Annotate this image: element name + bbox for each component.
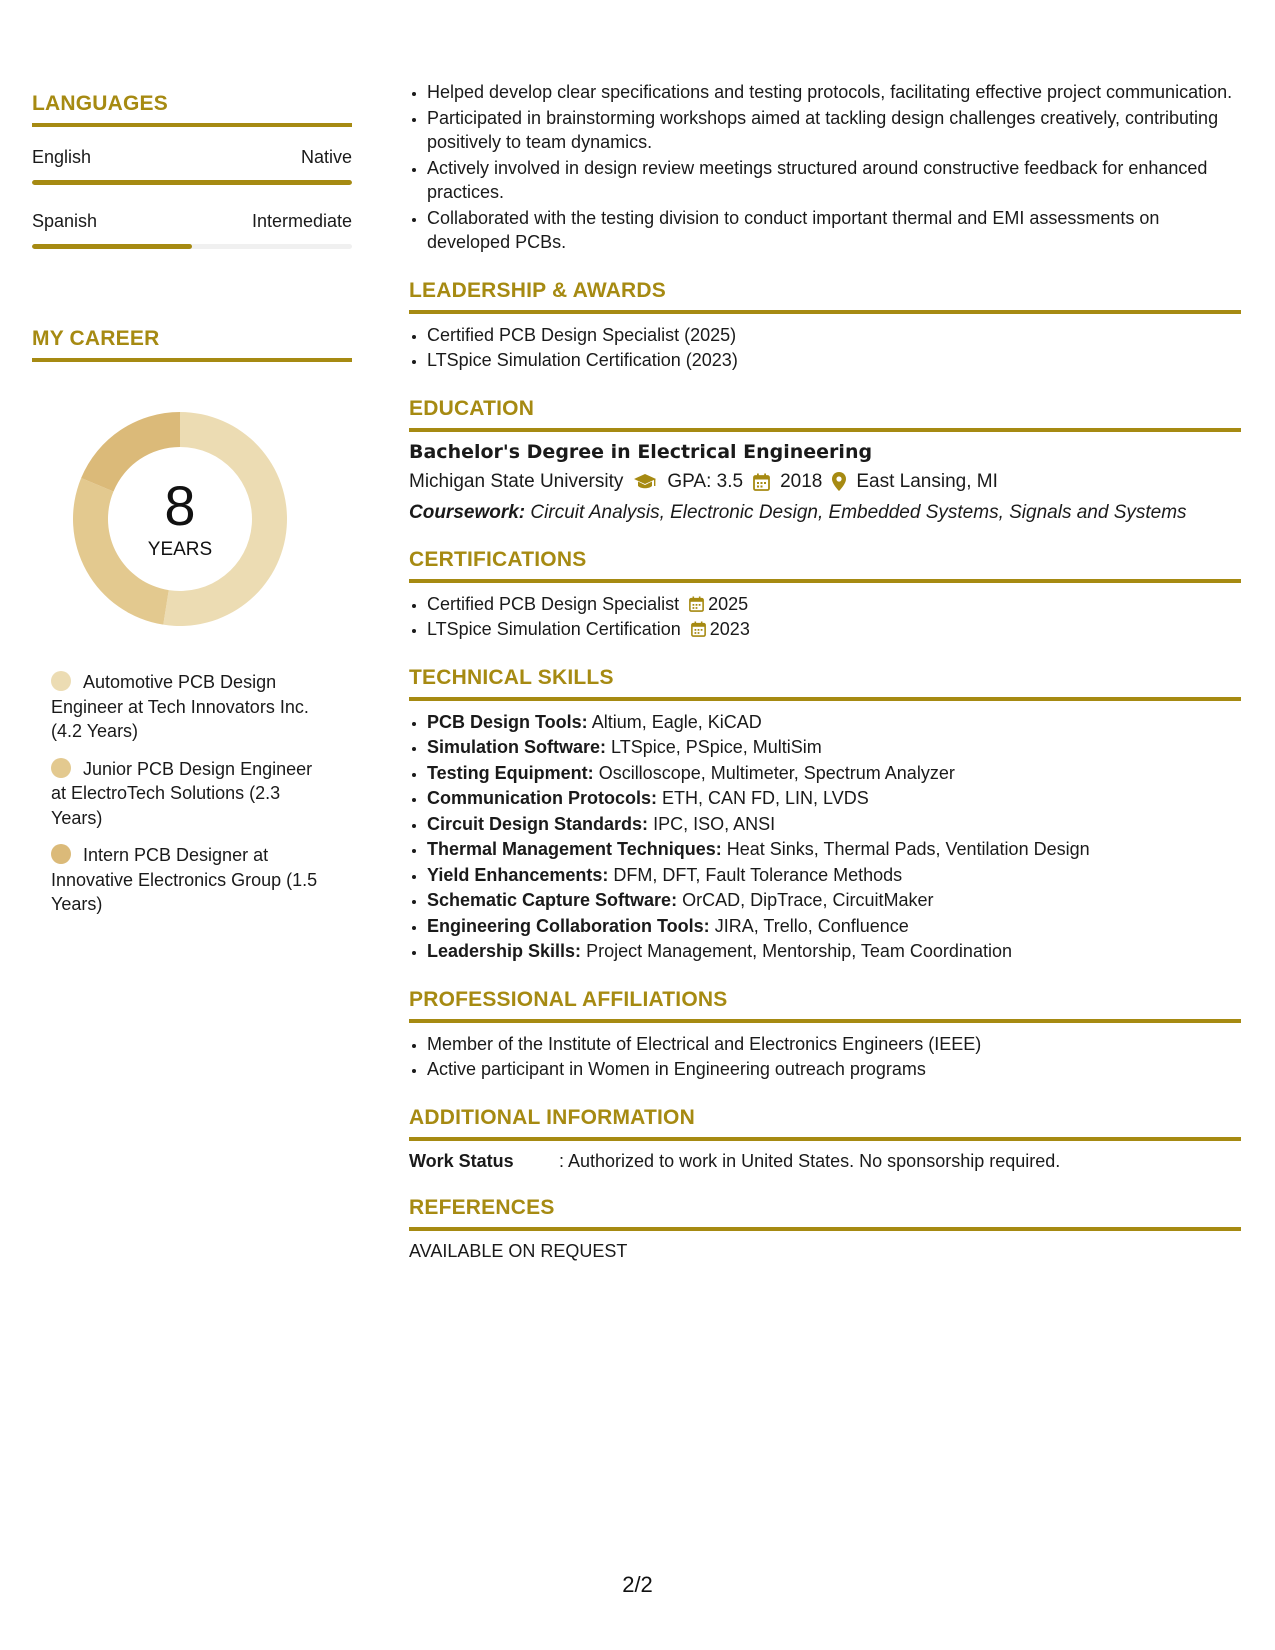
list-item: • Member of the Institute of Electrical and Electronics Engineers (IEEE) (427, 1032, 1241, 1057)
skills-section (409, 666, 1241, 964)
calendar-icon (689, 596, 704, 612)
section-divider (409, 1227, 1241, 1231)
legend-label: Intern PCB Designer at Innovative Electronics Group (1.5 Years) (51, 845, 318, 914)
language-proficiency-bar (32, 244, 352, 249)
skill-value: OrCAD, DipTrace, CircuitMaker (682, 890, 934, 910)
references-text: AVAILABLE ON REQUEST (409, 1240, 628, 1261)
education-details (409, 471, 1241, 493)
language-proficiency-bar (32, 180, 352, 185)
work-status-row (409, 1151, 1241, 1172)
coursework (409, 502, 1241, 524)
gpa: GPA: 3.5 (667, 470, 744, 492)
certification-name: • Certified PCB Design Specialist (427, 593, 680, 614)
section-title-affiliations: PROFESSIONAL AFFILIATIONS (409, 987, 728, 1011)
language-proficiency-fill (32, 244, 192, 249)
skill-label: Thermal Management Techniques: (427, 839, 722, 859)
awards-list (409, 323, 1241, 373)
language-name: Spanish (32, 211, 98, 231)
calendar-icon (753, 473, 770, 491)
list-item (427, 735, 1241, 760)
career-donut-chart (67, 406, 293, 632)
legend-label: Junior PCB Design Engineer at ElectroTech Solutions (2.3 Years) (51, 758, 313, 828)
list-item (427, 863, 1241, 888)
skill-value: ETH, CAN FD, LIN, LVDS (662, 788, 869, 808)
language-proficiency-fill (32, 180, 352, 185)
language-name: English (32, 147, 92, 167)
skill-label: Testing Equipment: (427, 762, 594, 783)
legend-label: Automotive PCB Design Engineer at Tech Innovators Inc. (4.2 Years) (51, 672, 309, 741)
list-item: • Collaborated with the testing division to conduct important thermal and EMI assessments on developed PCBs. (427, 206, 1241, 255)
section-divider (409, 697, 1241, 701)
page-number: 2/2 (622, 1572, 653, 1597)
skill-label: Engineering Collaboration Tools: (427, 915, 710, 936)
section-divider (409, 310, 1241, 314)
list-item (427, 710, 1241, 735)
language-item (32, 147, 352, 185)
school-name: Michigan State University (409, 470, 624, 492)
certification-name: • LTSpice Simulation Certification (427, 619, 681, 639)
skill-label: Yield Enhancements: (427, 864, 609, 885)
skill-value: JIRA, Trello, Confluence (714, 915, 909, 936)
section-divider (32, 358, 352, 362)
skill-value: Oscilloscope, Multimeter, Spectrum Analyzer (598, 762, 955, 783)
languages-section (32, 92, 352, 249)
legend-item (51, 670, 322, 744)
section-title-skills: TECHNICAL SKILLS (409, 665, 614, 689)
awards-section (409, 279, 1241, 373)
coursework-list: Circuit Analysis, Electronic Design, Embedded Systems, Signals and Systems (530, 501, 1187, 523)
legend-swatch (51, 758, 71, 778)
list-item (427, 761, 1241, 786)
section-title-education: EDUCATION (409, 396, 535, 420)
total-years-value: 8 (164, 474, 196, 537)
legend-swatch (51, 844, 71, 864)
list-item: • Active participant in Women in Engineering outreach programs (427, 1057, 1241, 1082)
additional-info-section (409, 1106, 1241, 1172)
section-title-career: MY CAREER (32, 327, 160, 350)
graduation-cap-icon (633, 473, 657, 491)
calendar-icon (691, 621, 706, 637)
section-title-languages: LANGUAGES (32, 92, 168, 115)
section-title-references: REFERENCES (409, 1195, 555, 1219)
section-divider (409, 1137, 1241, 1141)
list-item (427, 592, 1241, 617)
coursework-label: Coursework: (409, 501, 526, 523)
section-title-additional: ADDITIONAL INFORMATION (409, 1105, 695, 1129)
list-item: • LTSpice Simulation Certification (2023) (427, 348, 1241, 373)
skill-label: Communication Protocols: (427, 788, 658, 808)
skill-value: Project Management, Mentorship, Team Coordination (586, 941, 1012, 961)
skill-value: DFM, DFT, Fault Tolerance Methods (613, 864, 903, 885)
work-status-label: Work Status (409, 1150, 514, 1171)
graduation-year: 2018 (780, 470, 823, 492)
career-section (32, 327, 352, 917)
legend-item (51, 757, 322, 831)
experience-bullets (409, 80, 1241, 255)
affiliations-list (409, 1032, 1241, 1082)
skill-value: LTSpice, PSpice, MultiSim (611, 737, 822, 757)
skill-label: Leadership Skills: (427, 941, 582, 961)
skill-value: Altium, Eagle, KiCAD (591, 711, 762, 732)
list-item (427, 812, 1241, 837)
list-item: • Participated in brainstorming workshops aimed at tackling design challenges creatively, contributing positively to team dynamics. (427, 106, 1241, 155)
certifications-list (409, 592, 1241, 642)
skills-list (409, 710, 1241, 964)
donut-center (67, 406, 293, 632)
section-divider (409, 579, 1241, 583)
skill-label: PCB Design Tools: (427, 711, 588, 732)
list-item (427, 939, 1241, 964)
list-item: • Certified PCB Design Specialist (2025) (427, 323, 1241, 348)
work-status-value: : Authorized to work in United States. No sponsorship required. (559, 1150, 1061, 1171)
school-location: East Lansing, MI (856, 470, 998, 492)
degree-title: Bachelor's Degree in Electrical Engineering (409, 440, 873, 463)
certification-year: 2023 (709, 619, 750, 639)
section-title-awards: LEADERSHIP & AWARDS (409, 278, 666, 302)
skill-label: Schematic Capture Software: (427, 890, 678, 910)
list-item (427, 617, 1241, 642)
language-item (32, 211, 352, 249)
section-divider (409, 1019, 1241, 1023)
list-item (427, 786, 1241, 811)
skill-label: Circuit Design Standards: (427, 813, 649, 834)
list-item (427, 914, 1241, 939)
career-legend (32, 670, 322, 917)
list-item (427, 888, 1241, 913)
legend-item (51, 843, 322, 917)
total-years-unit: YEARS (147, 539, 213, 560)
section-divider (409, 428, 1241, 432)
left-column (32, 92, 352, 930)
right-column (409, 80, 1241, 1262)
list-item: • Helped develop clear specifications and testing protocols, facilitating effective project communication. (427, 80, 1241, 105)
references-section (409, 1196, 1241, 1262)
skill-label: Simulation Software: (427, 737, 607, 757)
education-section (409, 397, 1241, 524)
section-divider (32, 123, 352, 127)
language-level: Intermediate (251, 211, 352, 231)
section-title-certifications: CERTIFICATIONS (409, 547, 587, 571)
certifications-section (409, 548, 1241, 642)
skill-value: Heat Sinks, Thermal Pads, Ventilation Design (726, 839, 1090, 859)
affiliations-section (409, 988, 1241, 1082)
language-level: Native (300, 147, 352, 167)
skill-value: IPC, ISO, ANSI (653, 813, 776, 834)
certification-year: 2025 (708, 593, 749, 614)
map-pin-icon (832, 472, 846, 491)
legend-swatch (51, 671, 71, 691)
list-item (427, 837, 1241, 862)
list-item: • Actively involved in design review meetings structured around constructive feedback for enhanced practices. (427, 156, 1241, 205)
